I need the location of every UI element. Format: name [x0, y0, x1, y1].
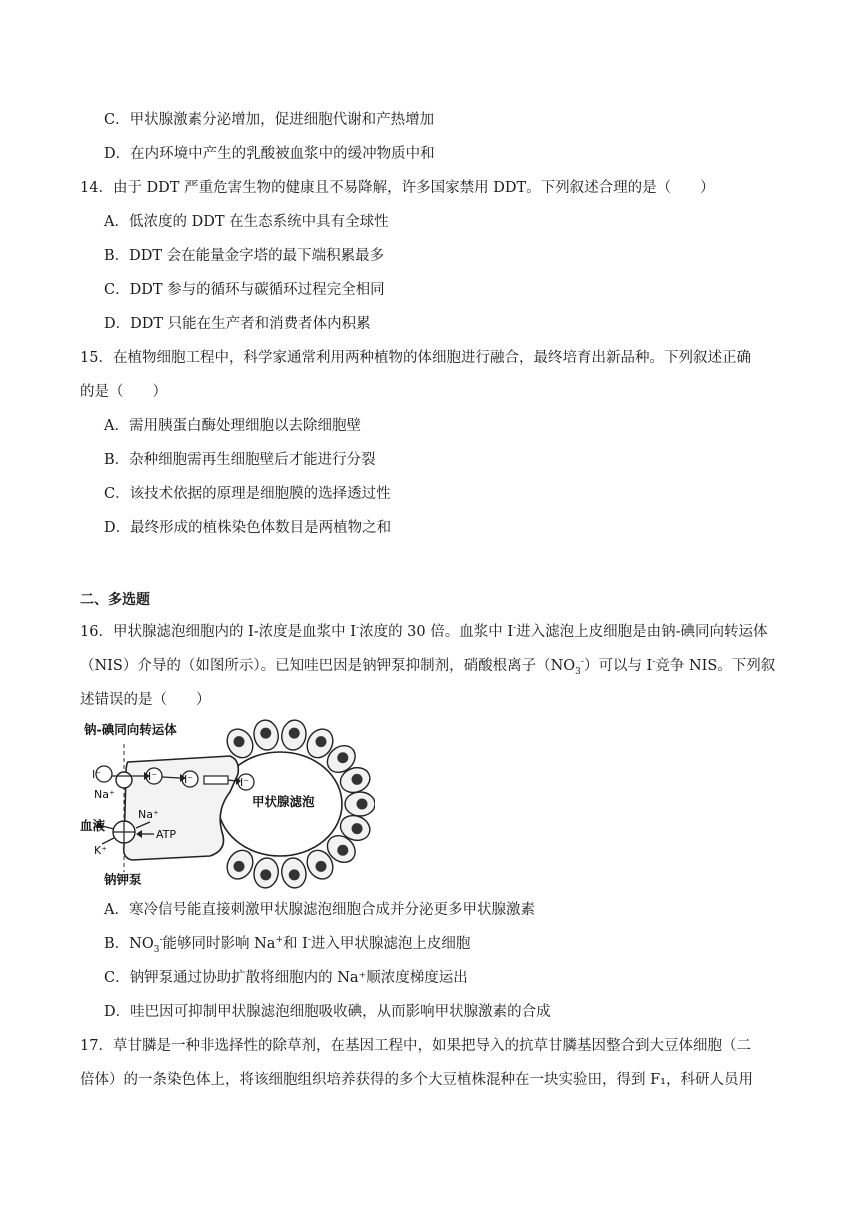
nis-transporter-icon — [116, 772, 132, 788]
label-pump: 钠钾泵 — [104, 872, 142, 887]
superscript: - — [159, 935, 163, 946]
superscript: - — [513, 623, 517, 634]
q15-option-c: C．该技术依据的原理是细胞膜的选择透过性 — [104, 486, 391, 502]
cell-nucleus — [234, 736, 245, 747]
q15-option-a: A．需用胰蛋白酶处理细胞以去除细胞壁 — [104, 418, 361, 434]
q14-option-b: B．DDT 会在能量金字塔的最下端积累最多 — [104, 248, 385, 264]
cell-nucleus — [316, 861, 327, 872]
q16-stem-1a: 16．甲状腺滤泡细胞内的 I-浓度是血浆中 I — [80, 624, 357, 640]
label-iodide: I⁻ — [148, 770, 158, 783]
q16-stem-line1 — [80, 622, 768, 642]
cell-nucleus — [337, 752, 348, 763]
q16-opt-b-a: B．NO — [104, 936, 154, 952]
q16-stem-1b: 浓度的 30 倍。血浆中 I — [359, 624, 514, 640]
subscript: 3 — [153, 944, 160, 955]
q14-option-c: C．DDT 参与的循环与碳循环过程完全相同 — [104, 282, 385, 298]
cell-nucleus — [260, 728, 271, 739]
cell-nucleus — [234, 861, 245, 872]
q15-option-b: B．杂种细胞需再生细胞壁后才能进行分裂 — [104, 452, 376, 468]
section-heading-multiple-choice: 二、多选题 — [80, 592, 150, 608]
cell-nucleus — [289, 869, 300, 880]
label-atp: ATP — [156, 828, 177, 841]
cell-nucleus — [260, 869, 271, 880]
q16-opt-b-d: 进入甲状腺滤泡上皮细胞 — [310, 936, 471, 952]
cell-nucleus — [352, 774, 363, 785]
cell-nucleus — [316, 736, 327, 747]
q16-option-a: A．寒冷信号能直接刺激甲状腺滤泡细胞合成并分泌更多甲状腺激素 — [104, 902, 535, 918]
q14-option-a: A．低浓度的 DDT 在生态系统中具有全球性 — [104, 214, 389, 230]
label-sodium: Na⁺ — [94, 788, 115, 801]
cell-nucleus — [357, 799, 368, 810]
thyroid-follicle-diagram — [80, 714, 375, 889]
q16-stem-2b: ）可以与 I — [583, 658, 653, 674]
q16-stem-2c: 竞争 NIS。下列叙 — [655, 658, 776, 674]
q16-stem-line2 — [80, 656, 775, 676]
label-sodium: Na⁺ — [138, 808, 159, 821]
label-transporter: 钠-碘同向转运体 — [84, 722, 177, 737]
q17-stem-line2: 倍体）的一条染色体上，将该细胞组织培养获得的多个大豆植株混种在一块实验田，得到 F₁，科研人员用 — [80, 1072, 753, 1088]
superscript: - — [356, 623, 360, 634]
q14-option-d: D．DDT 只能在生产者和消费者体内积累 — [104, 316, 371, 332]
q16-option-b — [104, 934, 470, 954]
superscript: - — [307, 935, 311, 946]
cell-nucleus — [337, 845, 348, 856]
q17-stem-line1: 17．草甘膦是一种非选择性的除草剂，在基因工程中，如果把导入的抗草甘膦基因整合到大豆体细胞（二 — [80, 1038, 751, 1054]
superscript: - — [580, 657, 584, 668]
q16-opt-b-b: 能够同时影响 Na — [162, 936, 276, 952]
cell-nucleus — [289, 728, 300, 739]
label-blood: 血液 — [80, 818, 106, 833]
label-iodide: I⁻ — [92, 768, 102, 781]
q13-option-d: D．在内环境中产生的乳酸被血浆中的缓冲物质中和 — [104, 146, 435, 162]
subscript: 3 — [575, 666, 581, 677]
q16-stem-line3: 述错误的是（ ） — [80, 692, 211, 708]
label-iodide: I⁻ — [240, 776, 250, 789]
q16-option-c: C．钠钾泵通过协助扩散将细胞内的 Na⁺顺浓度梯度运出 — [104, 970, 468, 986]
cell-nucleus — [352, 823, 363, 834]
q16-stem-2a: （NIS）介导的（如图所示）。已知哇巴因是钠钾泵抑制剂，硝酸根离子（NO — [80, 658, 576, 674]
q14-stem: 14．由于 DDT 严重危害生物的健康且不易降解，许多国家禁用 DDT。下列叙述合理的是（ ） — [80, 180, 715, 196]
label-potassium: K⁺ — [94, 844, 108, 857]
superscript: + — [275, 935, 284, 946]
q16-opt-b-c: 和 I — [283, 936, 308, 952]
apical-channel-icon — [204, 776, 228, 784]
q15-stem-line1: 15．在植物细胞工程中，科学家通常利用两种植物的体细胞进行融合，最终培育出新品种。下列叙述正确 — [80, 350, 751, 366]
label-follicle: 甲状腺滤泡 — [252, 794, 315, 809]
q15-option-d: D．最终形成的植株染色体数目是两植物之和 — [104, 520, 392, 536]
q15-stem-line2: 的是（ ） — [80, 384, 167, 400]
q16-option-d: D．哇巴因可抑制甲状腺滤泡细胞吸收碘，从而影响甲状腺激素的合成 — [104, 1004, 551, 1020]
q16-stem-1c: 进入滤泡上皮细胞是由钠-碘同向转运体 — [516, 624, 768, 640]
q13-option-c: C．甲状腺激素分泌增加，促进细胞代谢和产热增加 — [104, 112, 435, 128]
label-iodide: I⁻ — [184, 773, 194, 786]
superscript: - — [652, 657, 656, 668]
